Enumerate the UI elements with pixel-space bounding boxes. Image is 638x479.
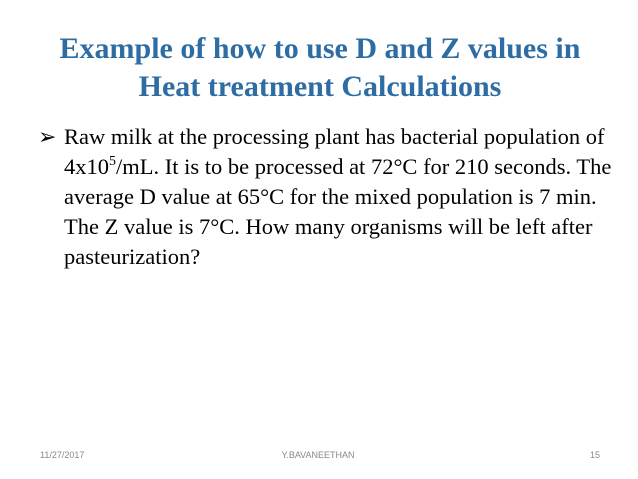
exponent: 5 xyxy=(109,153,116,169)
arrow-bullet-icon: ➢ xyxy=(38,124,57,149)
title-line-1: Example of how to use D and Z values in xyxy=(59,32,581,65)
footer-author: Y.BAVANEETHAN xyxy=(281,450,355,460)
bullet-text-part2: /mL. It is to be processed at 72°C for 210 seconds. The average D value at 65°C for the mixed population is 7 min. The Z value is 7°C. How many organisms will be left after pasteurization? xyxy=(64,154,612,269)
slide-title xyxy=(20,30,620,106)
bullet-item xyxy=(38,122,618,272)
footer-page-number: 15 xyxy=(589,450,600,460)
footer-date: 11/27/2017 xyxy=(40,450,85,460)
bullet-text-part1: Raw milk at the processing plant has bacterial population of 4x10 xyxy=(64,124,605,179)
slide-body xyxy=(38,122,618,272)
title-line-2: Heat treatment Calculations xyxy=(138,70,502,103)
